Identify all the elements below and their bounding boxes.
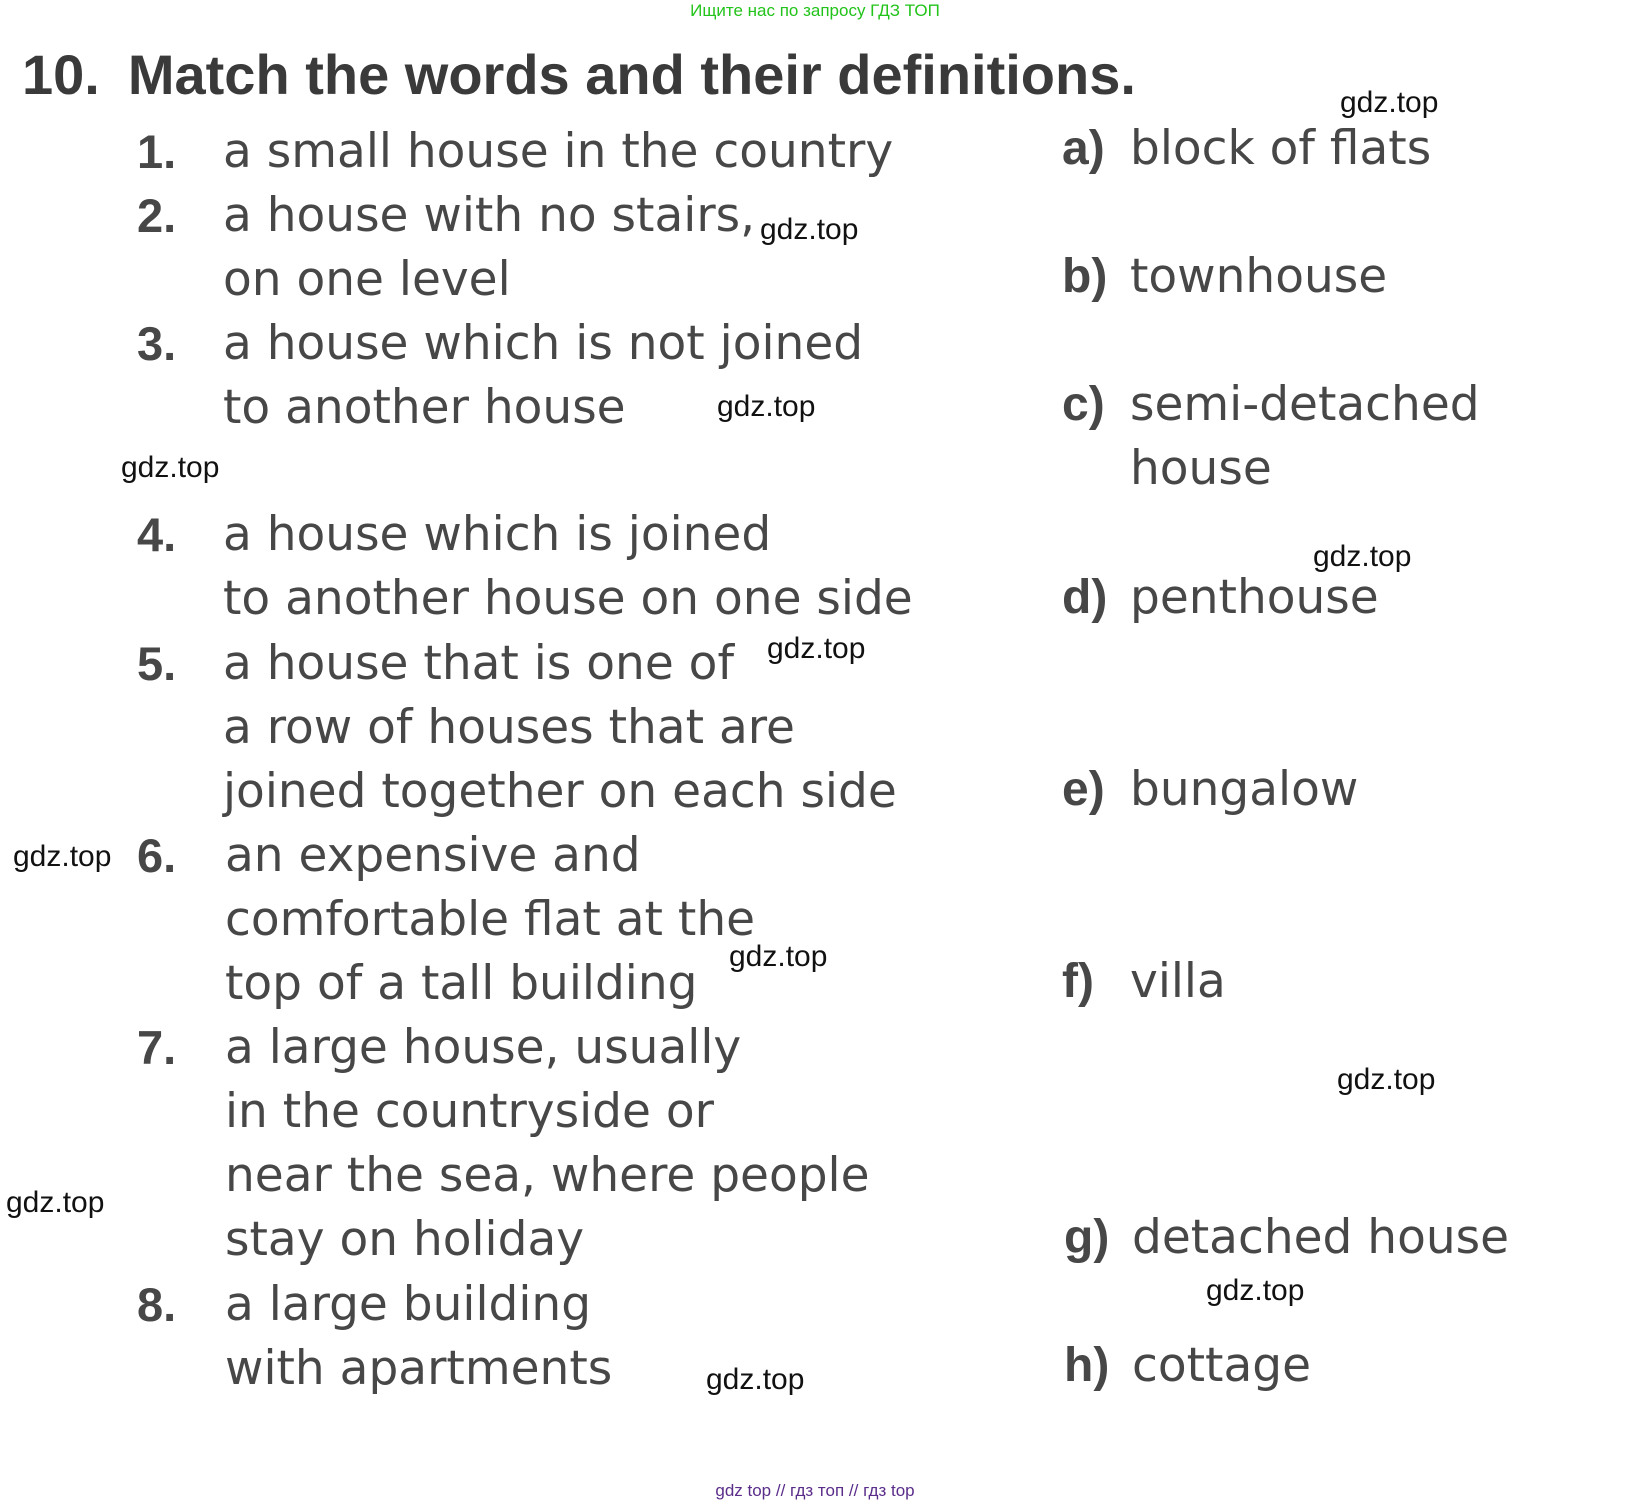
watermark: gdz.top [1337,1063,1436,1096]
option-letter-g: g) [1064,1211,1110,1264]
option-text-c: semi-detached [1130,377,1480,432]
footer-link-gdz-top[interactable]: gdz top [715,1481,772,1500]
watermark: gdz.top [706,1363,805,1396]
option-text-f: villa [1130,954,1226,1009]
definition-number-4: 4. [137,508,177,561]
definition-5-line: a row of houses that are [223,700,795,755]
option-text-a: block of flats [1130,121,1432,176]
definition-number-6: 6. [137,829,177,882]
exercise-title [22,40,1136,110]
option-letter-h: h) [1064,1339,1110,1392]
exercise-instruction: Match the words and their definitions. [127,43,1136,106]
option-text-d: penthouse [1130,570,1379,625]
definition-5-line: joined together on each side [223,764,897,819]
definition-3-line: a house which is not joined [223,316,864,371]
footer-link-gdz-top-ru[interactable]: гдз топ [790,1481,845,1500]
exercise-number: 10. [22,43,100,106]
definition-number-7: 7. [137,1021,177,1074]
definition-8-line: a large building [225,1277,592,1332]
watermark: gdz.top [729,940,828,973]
definition-4-line: to another house on one side [223,571,913,626]
option-text-e: bungalow [1130,762,1359,817]
option-letter-f: f) [1062,955,1094,1008]
option-letter-d: d) [1062,571,1108,624]
definition-5-line: a house that is one of [223,636,734,691]
footer-separator: // [848,1481,859,1500]
option-letter-c: c) [1062,378,1105,431]
definition-6-line: top of a tall building [225,956,698,1011]
definition-number-8: 8. [137,1278,177,1331]
option-letter-b: b) [1062,250,1108,303]
definition-number-1: 1. [137,125,177,178]
option-letter-e: e) [1062,763,1105,816]
watermark: gdz.top [6,1186,105,1219]
definition-2-line: a house with no stairs, [223,188,756,243]
definition-2-line: on one level [223,252,511,307]
definition-number-2: 2. [137,189,177,242]
footer-separator: // [775,1481,786,1500]
watermark: gdz.top [1206,1274,1305,1307]
top-banner: Ищите нас по запросу ГДЗ ТОП [690,1,940,20]
definition-7-line: stay on holiday [225,1212,585,1267]
definition-7-line: a large house, usually [225,1020,742,1075]
definition-number-5: 5. [137,637,177,690]
definition-6-line: comfortable flat at the [225,892,756,947]
watermark: gdz.top [1313,540,1412,573]
option-text-c: house [1130,441,1272,496]
definition-7-line: in the countryside or [225,1084,714,1139]
definition-7-line: near the sea, where people [225,1148,870,1203]
definition-6-line: an expensive and [225,828,641,883]
option-text-h: cottage [1132,1338,1312,1393]
footer-link-gdz-top-mixed[interactable]: гдз top [863,1481,915,1500]
watermark: gdz.top [760,213,859,246]
option-letter-a: a) [1062,122,1105,175]
footer-links [0,1480,1630,1502]
definition-3-line: to another house [223,380,626,435]
definition-8-line: with apartments [225,1341,613,1396]
definition-4-line: a house which is joined [223,507,772,562]
definition-number-3: 3. [137,317,177,370]
watermark: gdz.top [1340,86,1439,119]
watermark: gdz.top [767,632,866,665]
watermark: gdz.top [13,840,112,873]
option-text-b: townhouse [1130,249,1388,304]
watermark: gdz.top [717,390,816,423]
watermark: gdz.top [121,451,220,484]
definition-1-line: a small house in the country [223,124,894,179]
option-text-g: detached house [1132,1210,1510,1265]
